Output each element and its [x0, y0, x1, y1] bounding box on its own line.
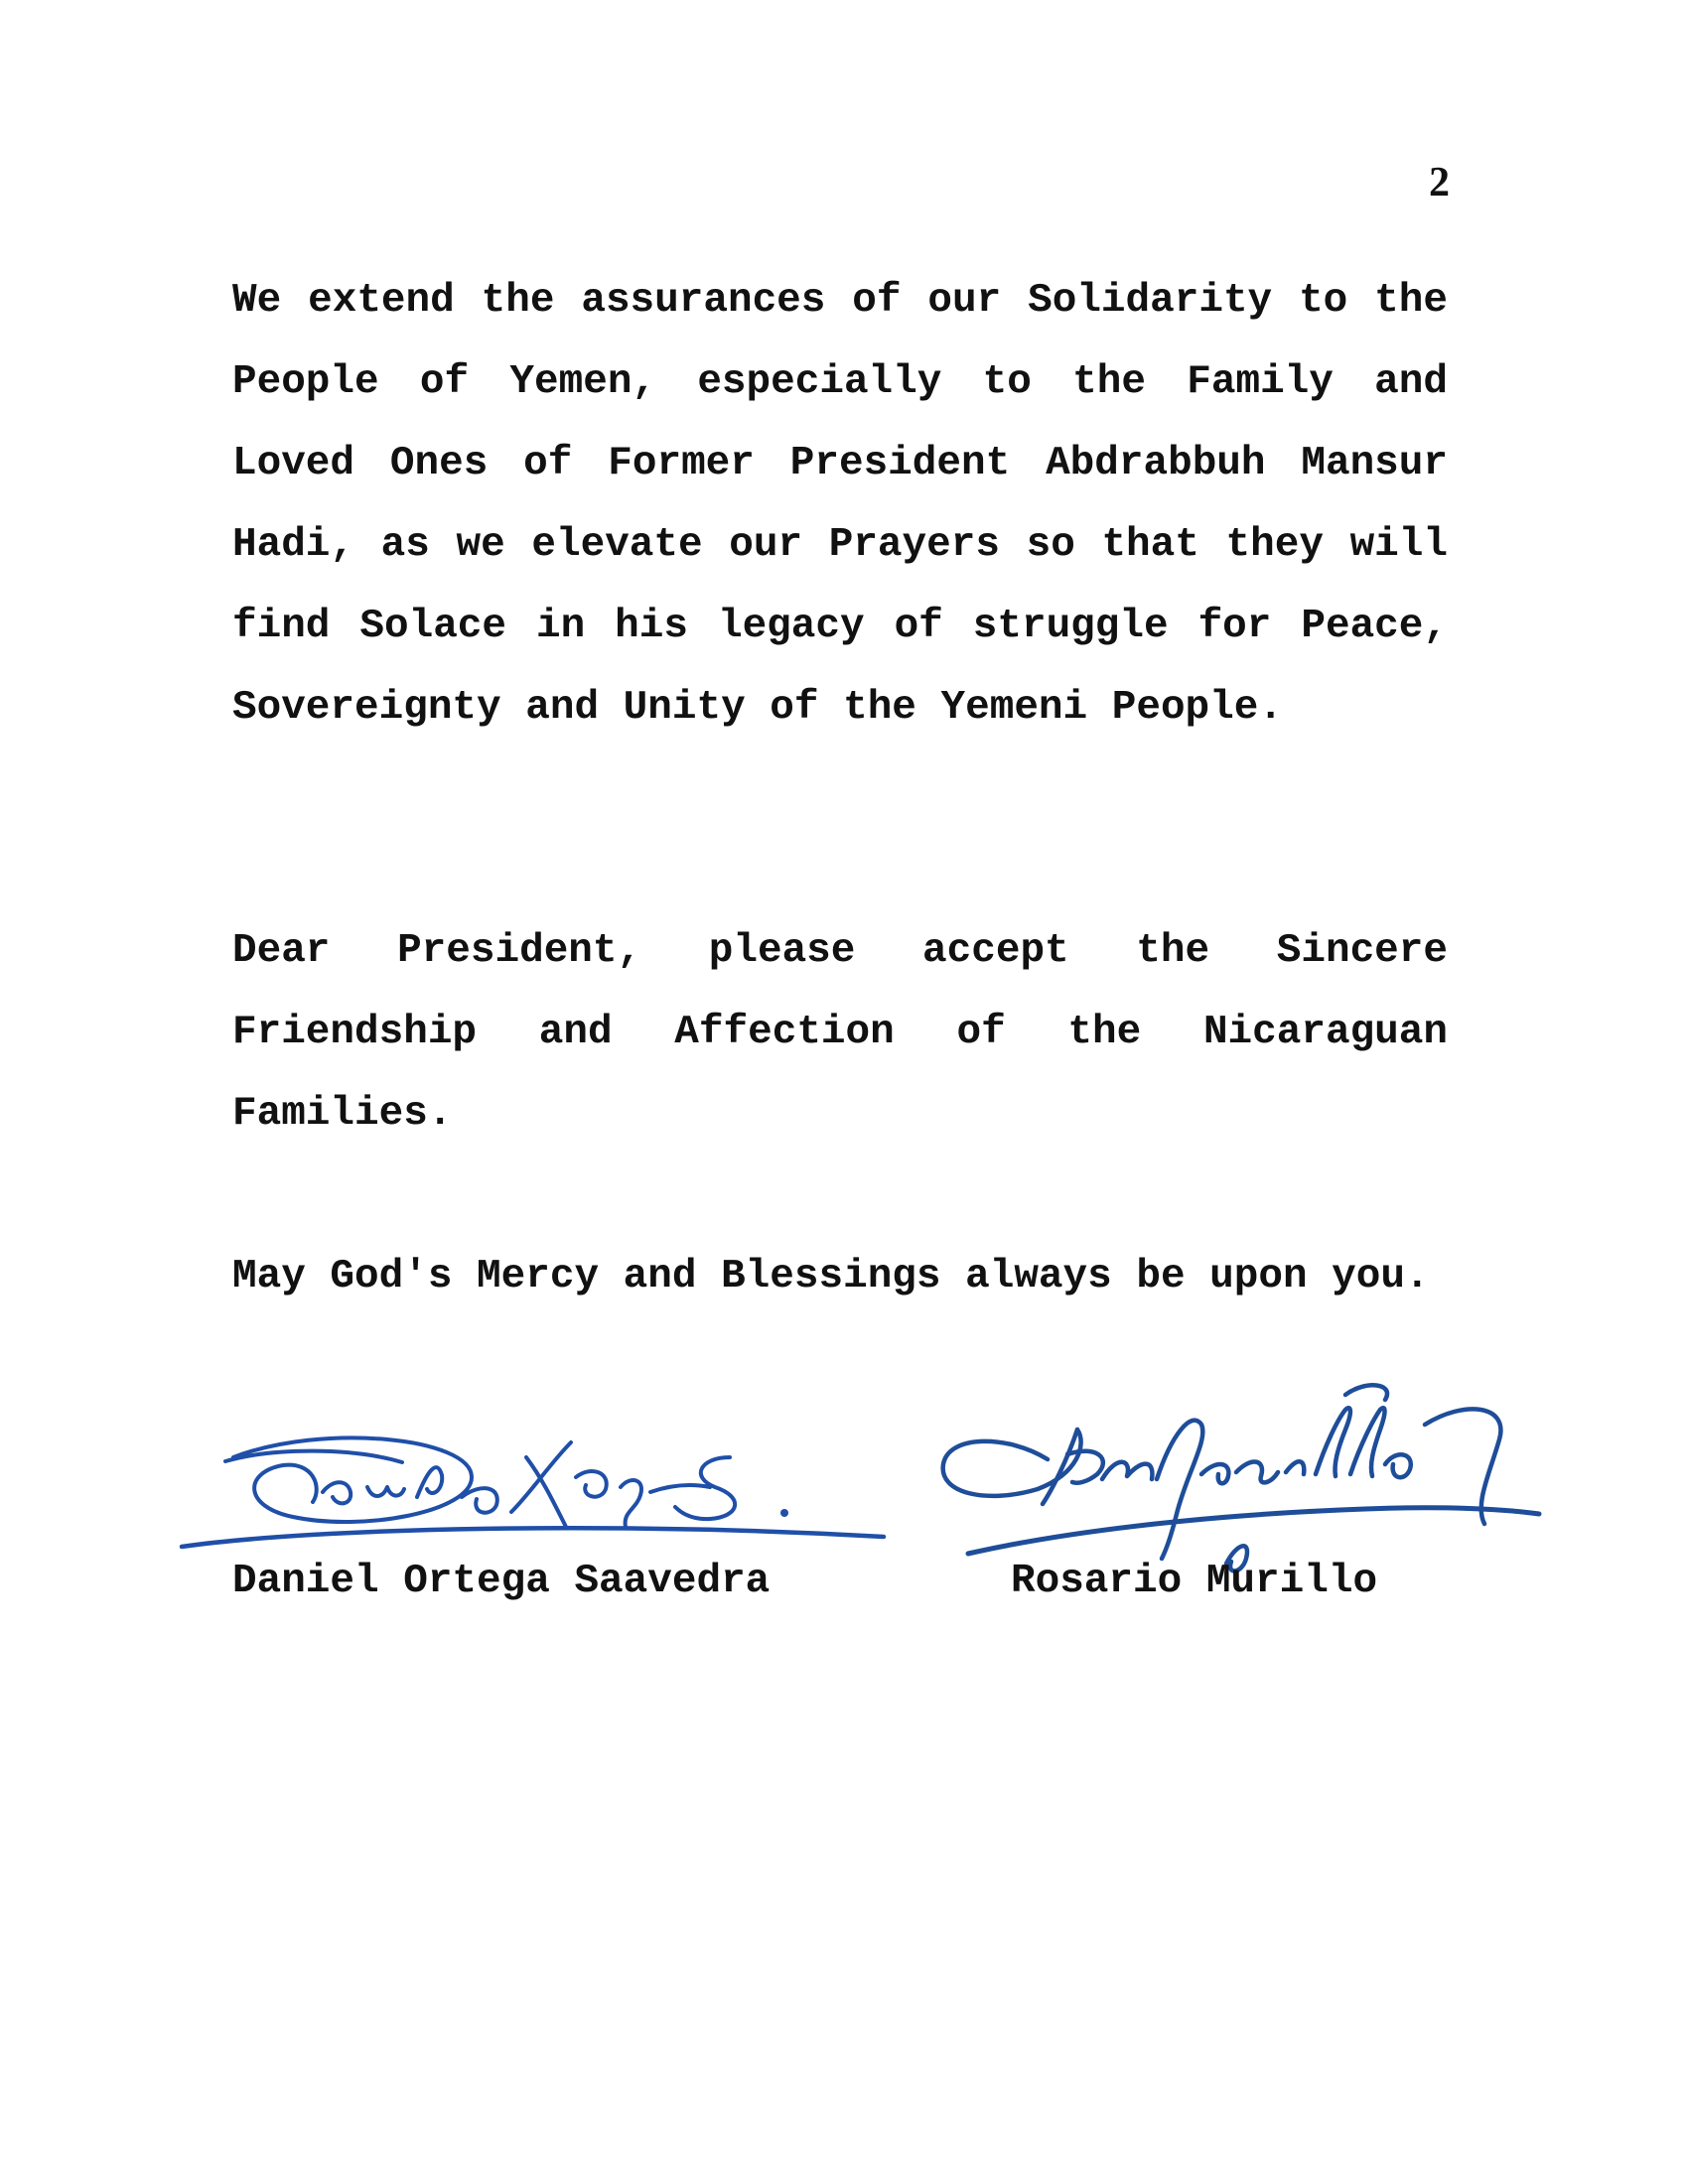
signer-name-ortega: Daniel Ortega Saavedra [232, 1559, 771, 1604]
paragraph-friendship: Dear President, please accept the Sincere Friendship and Affection of the Nicaraguan Families. [232, 928, 1448, 1137]
signer-name-murillo: Rosario Murillo [1011, 1559, 1378, 1604]
paragraph-blessings: May God's Mercy and Blessings always be upon you. [232, 1254, 1430, 1299]
paragraph-solidarity: We extend the assurances of our Solidarity to the People of Yemen, especially to the Family and Loved Ones of Former President Abdrabbuh Mansur Hadi, as we elevate our Prayers so that they will find Solace in his legacy of struggle for Peace, Sovereignty and Unity of the Yemeni People. [232, 278, 1448, 731]
page-number: 2 [1429, 160, 1450, 205]
